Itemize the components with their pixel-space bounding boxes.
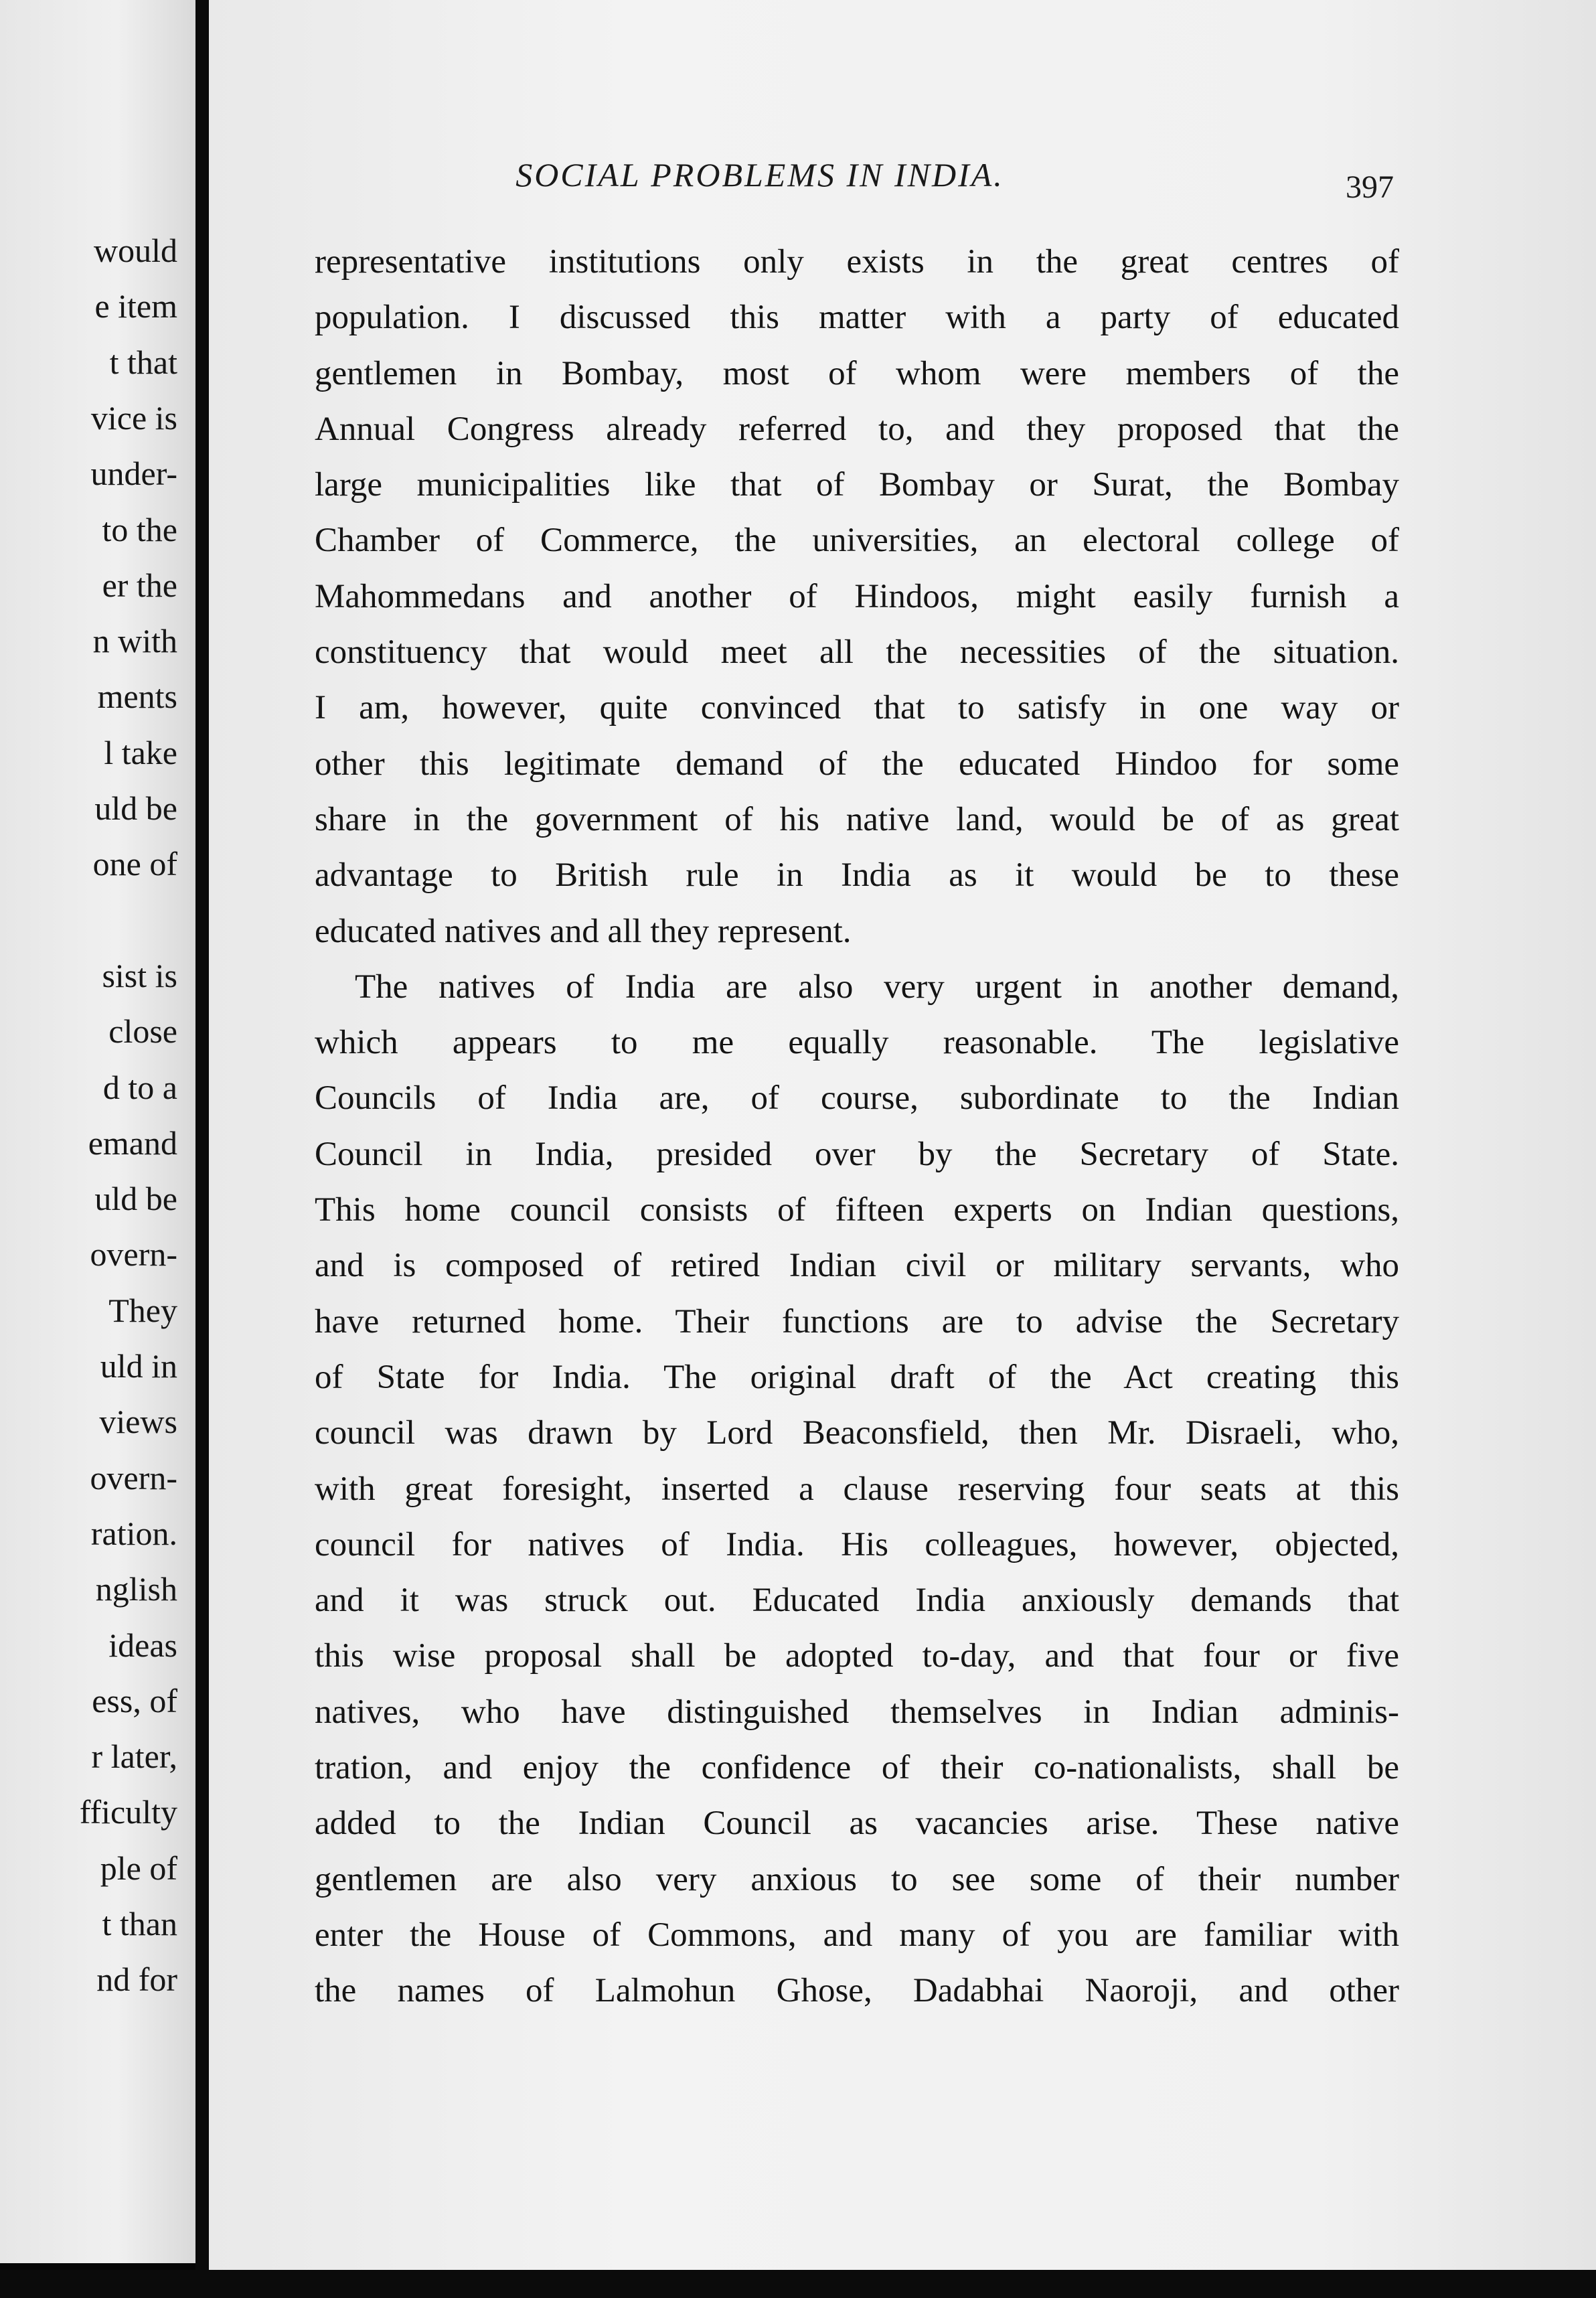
- text-line: Chamber of Commerce, the universities, an electoral college of: [315, 522, 1399, 560]
- text-line: gentlemen in Bombay, most of whom were members of the: [315, 354, 1399, 392]
- left-page-line-fragment: d to a: [102, 1068, 177, 1106]
- text-line: population. I discussed this matter with a party of educated: [315, 299, 1399, 337]
- left-page-line-fragment: nglish: [95, 1570, 177, 1608]
- text-line: of State for India. The original draft of the Act creating this: [315, 1358, 1399, 1396]
- left-page-line-fragment: ideas: [108, 1626, 177, 1664]
- text-line: other this legitimate demand of the educated Hindoo for some: [315, 745, 1399, 783]
- left-page-line-fragment: to the: [102, 510, 177, 548]
- left-page-line-fragment: t that: [109, 343, 177, 381]
- text-line: the names of Lalmohun Ghose, Dadabhai Naoroji, and other: [315, 1972, 1399, 2010]
- left-page-line-fragment: fficulty: [79, 1793, 177, 1831]
- left-page-line-fragment: overn-: [90, 1458, 177, 1497]
- text-line: gentlemen are also very anxious to see some of their number: [315, 1860, 1399, 1898]
- left-page-line-fragment: They: [108, 1291, 177, 1329]
- left-page-line-fragment: uld be: [94, 1180, 177, 1218]
- left-page-line-fragment: e item: [94, 287, 177, 325]
- text-line: constituency that would meet all the necessities of the situation.: [315, 633, 1399, 672]
- left-page-line-fragment: uld be: [94, 789, 177, 827]
- text-line: Council in India, presided over by the Secretary of State.: [315, 1135, 1399, 1173]
- body-text: [315, 234, 1399, 2019]
- text-line: have returned home. Their functions are to advise the Secretary: [315, 1302, 1399, 1340]
- left-page-line-fragment: t than: [102, 1905, 177, 1942]
- text-line: which appears to me equally reasonable. The legislative: [315, 1024, 1399, 1062]
- left-page-line-fragment: uld in: [100, 1347, 177, 1385]
- text-line: Annual Congress already referred to, and they proposed that the: [315, 410, 1399, 448]
- text-line: added to the Indian Council as vacancies arise. These native: [315, 1805, 1399, 1843]
- scan-bottom-border: [0, 2270, 1596, 2298]
- text-line: Mahommedans and another of Hindoos, might easily furnish a: [315, 577, 1399, 615]
- text-line: share in the government of his native land, would be of as great: [315, 800, 1399, 838]
- left-page-line-fragment: emand: [88, 1124, 177, 1162]
- text-line: This home council consists of fifteen experts on Indian questions,: [315, 1191, 1399, 1229]
- left-page-line-fragment: ments: [97, 678, 177, 716]
- left-page-line-fragment: overn-: [90, 1235, 177, 1274]
- text-line: tration, and enjoy the confidence of their co-nationalists, shall be: [315, 1749, 1399, 1787]
- left-page-line-fragment: n with: [92, 622, 177, 660]
- text-line: and is composed of retired Indian civil or military servants, who: [315, 1247, 1399, 1285]
- text-line: council for natives of India. His colleagues, however, objected,: [315, 1525, 1399, 1563]
- text-line: council was drawn by Lord Beaconsfield, then Mr. Disraeli, who,: [315, 1414, 1399, 1452]
- running-title: SOCIAL PROBLEMS IN INDIA.: [515, 156, 1004, 194]
- left-page-line-fragment: under-: [90, 455, 177, 493]
- text-line: Councils of India are, of course, subordinate to the Indian: [315, 1079, 1399, 1118]
- left-page-edge: [0, 0, 195, 2263]
- left-page-line-fragment: ess, of: [92, 1681, 177, 1719]
- left-page-line-fragment: nd for: [96, 1961, 177, 1999]
- left-page-line-fragment: l take: [104, 733, 177, 771]
- paragraph-2: [315, 960, 1399, 2019]
- text-line: and it was struck out. Educated India anxiously demands that: [315, 1582, 1399, 1620]
- left-page-line-fragment: ple of: [100, 1849, 177, 1887]
- text-line: advantage to British rule in India as it would be to these: [315, 856, 1399, 895]
- left-page-line-fragment: close: [108, 1012, 177, 1051]
- left-page-line-fragment: r later,: [91, 1738, 177, 1776]
- text-line: representative institutions only exists in the great centres of: [315, 243, 1399, 281]
- left-page-line-fragment: views: [99, 1403, 177, 1441]
- text-line: natives, who have distinguished themselves in Indian adminis-: [315, 1693, 1399, 1731]
- text-line: large municipalities like that of Bombay or Surat, the Bombay: [315, 466, 1399, 504]
- page-number: 397: [1346, 169, 1394, 205]
- left-page-line-fragment: one of: [92, 845, 177, 883]
- text-line: I am, however, quite convinced that to satisfy in one way or: [315, 689, 1399, 727]
- text-line: with great foresight, inserted a clause reserving four seats at this: [315, 1470, 1399, 1508]
- text-line: educated natives and all they represent.: [315, 912, 852, 950]
- text-line: this wise proposal shall be adopted to-day, and that four or five: [315, 1637, 1399, 1675]
- left-page-line-fragment: ration.: [90, 1514, 177, 1552]
- text-line: The natives of India are also very urgent in another demand,: [355, 968, 1399, 1006]
- left-page-line-fragment: would: [94, 232, 177, 269]
- book-gutter: [195, 0, 209, 2298]
- left-page-line-fragment: vice is: [90, 398, 177, 437]
- left-page-line-fragment: sist is: [102, 956, 177, 994]
- left-page-line-fragment: er the: [102, 566, 177, 604]
- text-line: enter the House of Commons, and many of you are familiar with: [315, 1916, 1399, 1954]
- paragraph-1: [315, 234, 1399, 960]
